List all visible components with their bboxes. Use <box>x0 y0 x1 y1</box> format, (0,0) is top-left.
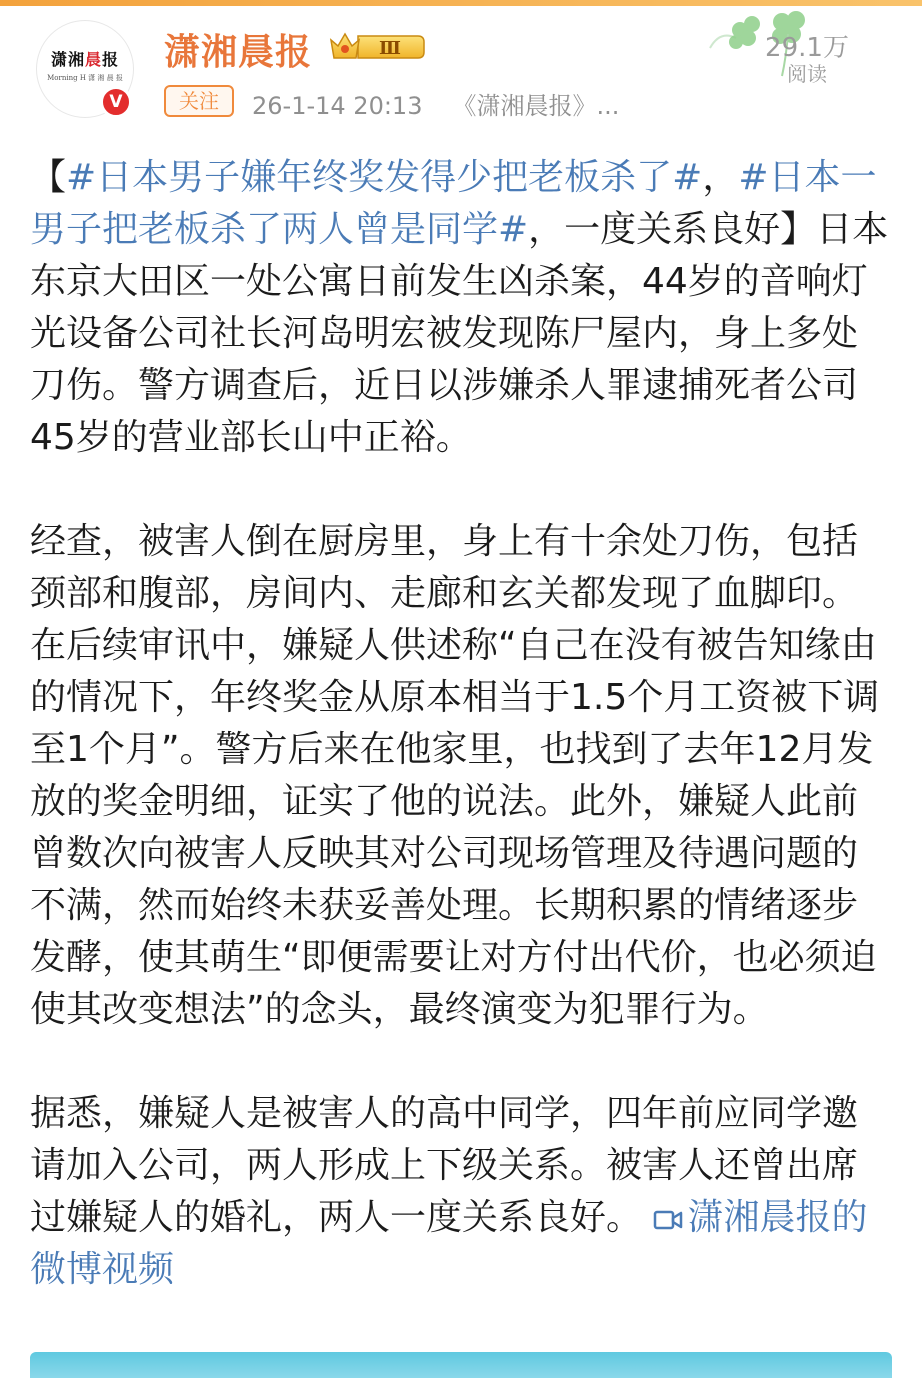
post-meta <box>252 86 619 121</box>
post-body <box>30 152 892 1296</box>
author-name[interactable]: 潇湘晨报 <box>164 32 313 73</box>
level-badge-text: Ⅲ <box>379 38 401 59</box>
avatar-logo: 潇湘晨报 Morning H 潇 湘 晨 报 <box>47 50 123 82</box>
hashtag-link-1[interactable]: #日本男子嫌年终奖发得少把老板杀了# <box>66 157 703 198</box>
timestamp: 26-1-14 20:13 <box>252 92 423 120</box>
crown-level-icon[interactable] <box>328 30 426 64</box>
paragraph-1: 【#日本男子嫌年终奖发得少把老板杀了#，#日本一男子把老板杀了两人曾是同学#，一度关系良好】日本东京大田区一处公寓日前发生凶杀案，44岁的音响灯光设备公司社长河岛明宏被发现陈尸屋内，身上多处刀伤。警方调查后，近日以涉嫌杀人罪逮捕死者公司45岁的营业部长山中正裕。 <box>30 157 889 458</box>
read-count-label: 阅读 <box>787 62 827 86</box>
read-count <box>752 33 862 86</box>
video-link-label: 潇湘晨报的微博视频 <box>30 1197 868 1290</box>
post-header <box>0 0 922 140</box>
embedded-video-preview[interactable] <box>30 1352 892 1378</box>
follow-button[interactable]: 关注 <box>164 85 234 117</box>
read-count-number: 29.1万 <box>765 33 849 63</box>
verified-v-icon: V <box>100 86 132 118</box>
video-link-icon <box>653 1209 683 1231</box>
post-source[interactable]: 《潇湘晨报》... <box>452 92 620 120</box>
paragraph-1-body: 日本东京大田区一处公寓日前发生凶杀案，44岁的音响灯光设备公司社长河岛明宏被发现陈尸屋内，身上多处刀伤。警方调查后，近日以涉嫌杀人罪逮捕死者公司45岁的营业部长山中正裕。 <box>30 209 889 458</box>
hashtag-link-2[interactable]: #日本一男子把老板杀了两人曾是同学# <box>30 157 877 250</box>
paragraph-2: 经查，被害人倒在厨房里，身上有十余处刀伤，包括颈部和腹部，房间内、走廊和玄关都发现了血脚印。在后续审讯中，嫌疑人供述称“自己在没有被告知缘由的情况下，年终奖金从原本相当于1.5个月工资被下调至1个月”。警方后来在他家里，也找到了去年12月发放的奖金明细，证实了他的说法。此外，嫌疑人此前曾数次向被害人反映其对公司现场管理及待遇问题的不满，然而始终未获妥善处理。长期积累的情绪逐步发酵，使其萌生“即便需要让对方付出代价，也必须迫使其改变想法”的念头，最终演变为犯罪行为。 <box>30 521 880 1030</box>
paragraph-3: 据悉，嫌疑人是被害人的高中同学，四年前应同学邀请加入公司，两人形成上下级关系。被害人还曾出席过嫌疑人的婚礼，两人一度关系良好。 潇湘晨报的微博视频 <box>30 1093 868 1290</box>
